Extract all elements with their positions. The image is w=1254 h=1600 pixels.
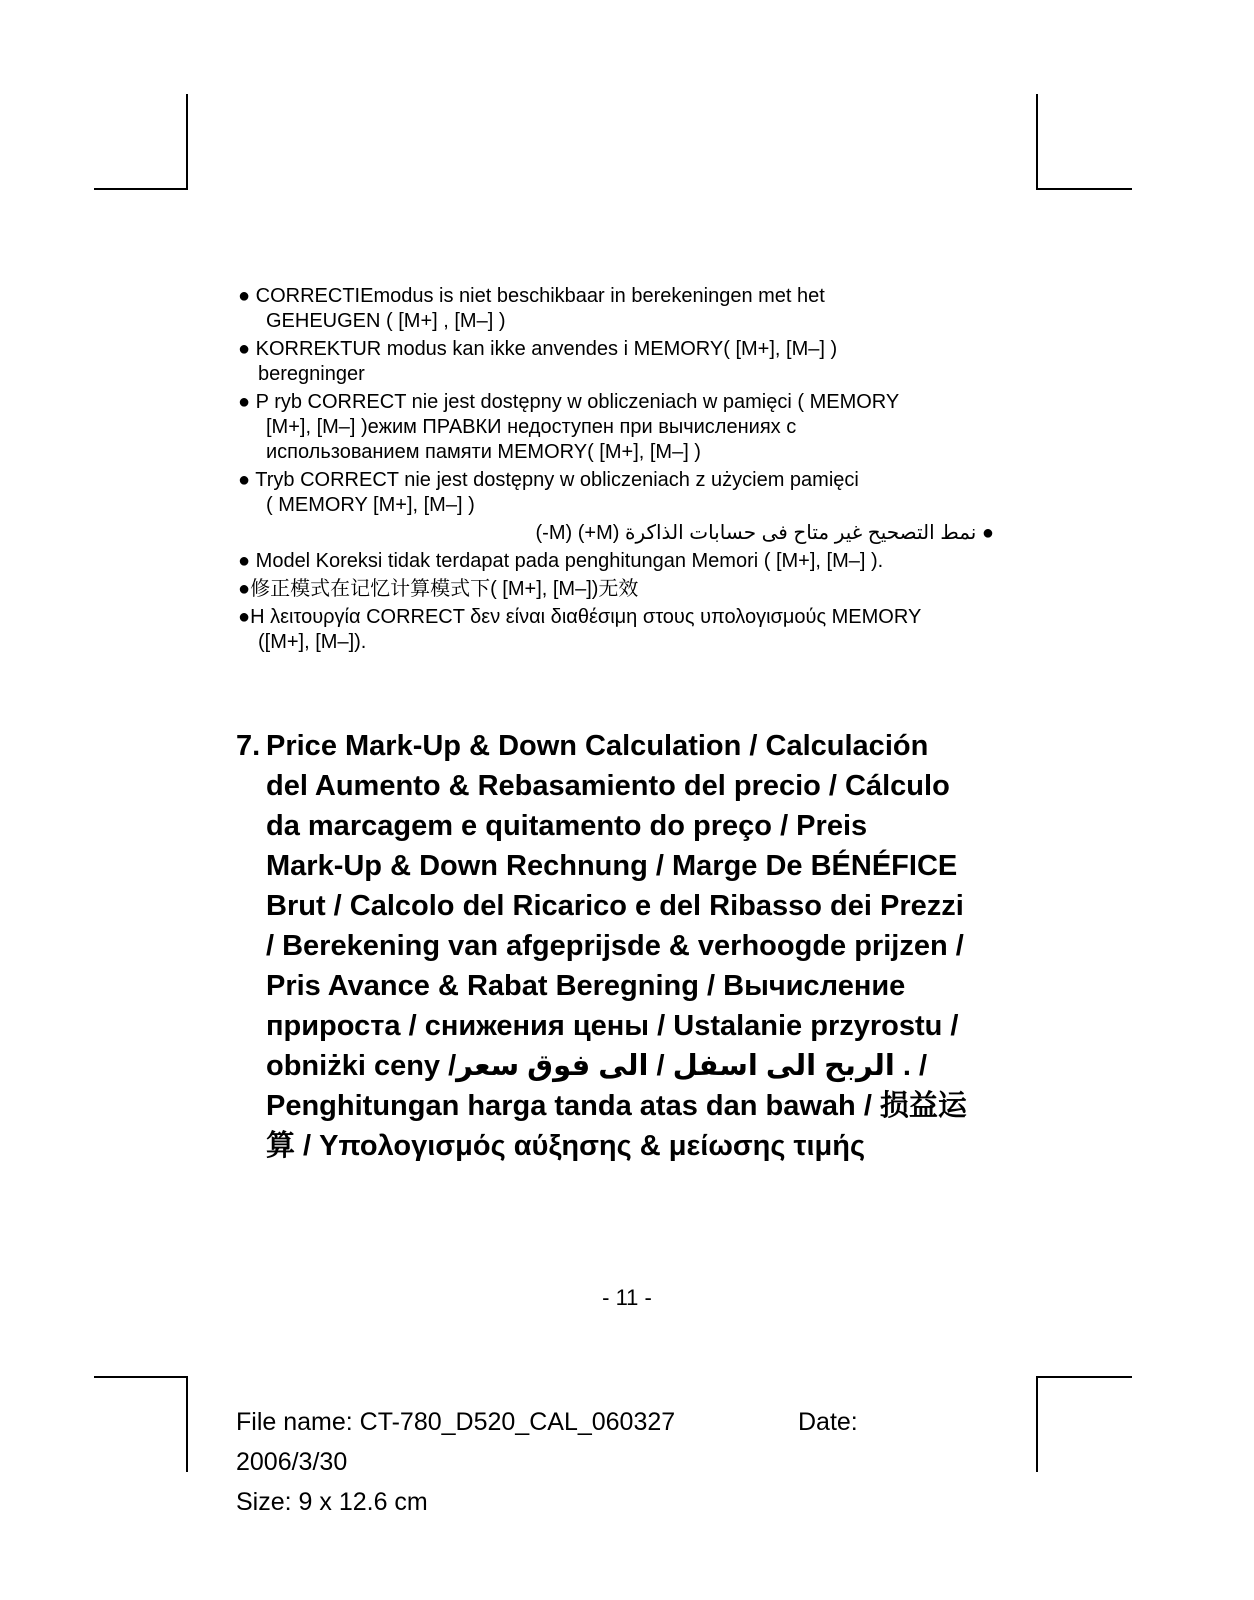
section-heading-line: Mark-Up & Down Rechnung / Marge De BÉNÉFICE: [266, 850, 958, 882]
memory-correction-notes: [238, 284, 998, 658]
note-chinese: [238, 577, 998, 602]
note-arabic: [238, 521, 998, 546]
date-label: Date:: [798, 1408, 858, 1436]
note-danish: [238, 337, 998, 387]
section-heading-line: obniżki ceny /الربح الى اسفل / الى فوق سعر . /: [266, 1050, 928, 1082]
bullet-mark: ●: [238, 606, 251, 628]
section-heading: [236, 726, 1016, 1166]
crop-mark-top-left-vertical: [186, 94, 188, 190]
note-line: GEHEUGEN ( [M+] , [M–] ): [266, 310, 506, 332]
section-heading-line: Penghitungan harga tanda atas dan bawah / 损益运: [266, 1090, 967, 1122]
section-heading-line: / Berekening van afgeprijsde & verhoogde prijzen /: [266, 930, 964, 962]
date-value: 2006/3/30: [236, 1448, 348, 1476]
file-info-footer: [236, 1402, 996, 1522]
note-line: P ryb CORRECT nie jest dostępny w obliczeniach w pamięci ( MEMORY: [255, 391, 900, 413]
section-heading-line: Brut / Calcolo del Ricarico e del Ribasso dei Prezzi: [266, 890, 964, 922]
bullet-mark: ●: [238, 550, 251, 572]
crop-mark-top-left-horizontal: [94, 188, 188, 190]
note-line: Model Koreksi tidak terdapat pada penghitungan Memori ( [M+], [M–] ).: [255, 550, 884, 572]
note-line: beregninger: [258, 363, 365, 385]
bullet-mark: ●: [238, 391, 251, 413]
section-heading-line: da marcagem e quitamento do preço / Preis: [266, 810, 868, 842]
section-heading-line: 算 / Υπολογισμός αύξησης & μείωσης τιμής: [266, 1130, 866, 1162]
note-line: CORRECTIEmodus is niet beschikbaar in berekeningen met het: [255, 285, 825, 307]
section-heading-line: [236, 726, 1016, 766]
crop-mark-top-right-vertical: [1036, 94, 1038, 190]
crop-mark-bottom-left-horizontal: [94, 1376, 188, 1378]
note-line: 修正模式在记忆计算模式下( [M+], [M–])无效: [250, 578, 639, 600]
note-line: Tryb CORRECT nie jest dostępny w obliczeniach z użyciem pamięci: [255, 469, 859, 491]
file-name: File name: CT-780_D520_CAL_060327: [236, 1408, 676, 1436]
note-greek: [238, 605, 998, 655]
section-heading-line: прироста / снижения цены / Ustalanie przyrostu /: [266, 1010, 959, 1042]
crop-mark-bottom-right-vertical: [1036, 1376, 1038, 1472]
bullet-mark: ●: [238, 285, 251, 307]
size-info: Size: 9 x 12.6 cm: [236, 1488, 428, 1516]
note-line: KORREKTUR modus kan ikke anvendes i MEMORY( [M+], [M–] ): [255, 338, 838, 360]
note-line: Η λειτουργία CORRECT δεν είναι διαθέσιμη στους υπολογισμούς MEMORY: [250, 606, 922, 628]
crop-mark-bottom-right-horizontal: [1036, 1376, 1132, 1378]
note-line: использованием памяти MEMORY( [M+], [M–] ): [266, 441, 701, 463]
note-line: [M+], [M–] )ежим ПРАВКИ недоступен при вычислениях с: [266, 416, 797, 438]
bullet-mark: ●: [238, 578, 251, 600]
bullet-mark: ●: [238, 338, 251, 360]
note-polish-russian: [238, 390, 998, 465]
section-heading-line: del Aumento & Rebasamiento del precio / Cálculo: [266, 770, 950, 802]
section-number: 7.: [236, 730, 261, 762]
note-line: ( MEMORY [M+], [M–] ): [266, 494, 475, 516]
crop-mark-bottom-left-vertical: [186, 1376, 188, 1472]
bullet-mark: ●: [238, 469, 251, 491]
crop-mark-top-right-horizontal: [1036, 188, 1132, 190]
note-indonesian: [238, 549, 998, 574]
note-line: نمط التصحيح غير متاح فى حسابات الذاكرة (M+) (M-): [535, 522, 977, 544]
note-line: ([M+], [M–]).: [258, 631, 367, 653]
section-heading-line: Pris Avance & Rabat Beregning / Вычисление: [266, 970, 906, 1002]
note-polish: [238, 468, 998, 518]
page-number: - 11 -: [602, 1285, 652, 1310]
note-dutch: [238, 284, 998, 334]
section-heading-text: Price Mark-Up & Down Calculation / Calculación: [266, 730, 929, 762]
bullet-mark: ●: [981, 522, 994, 544]
